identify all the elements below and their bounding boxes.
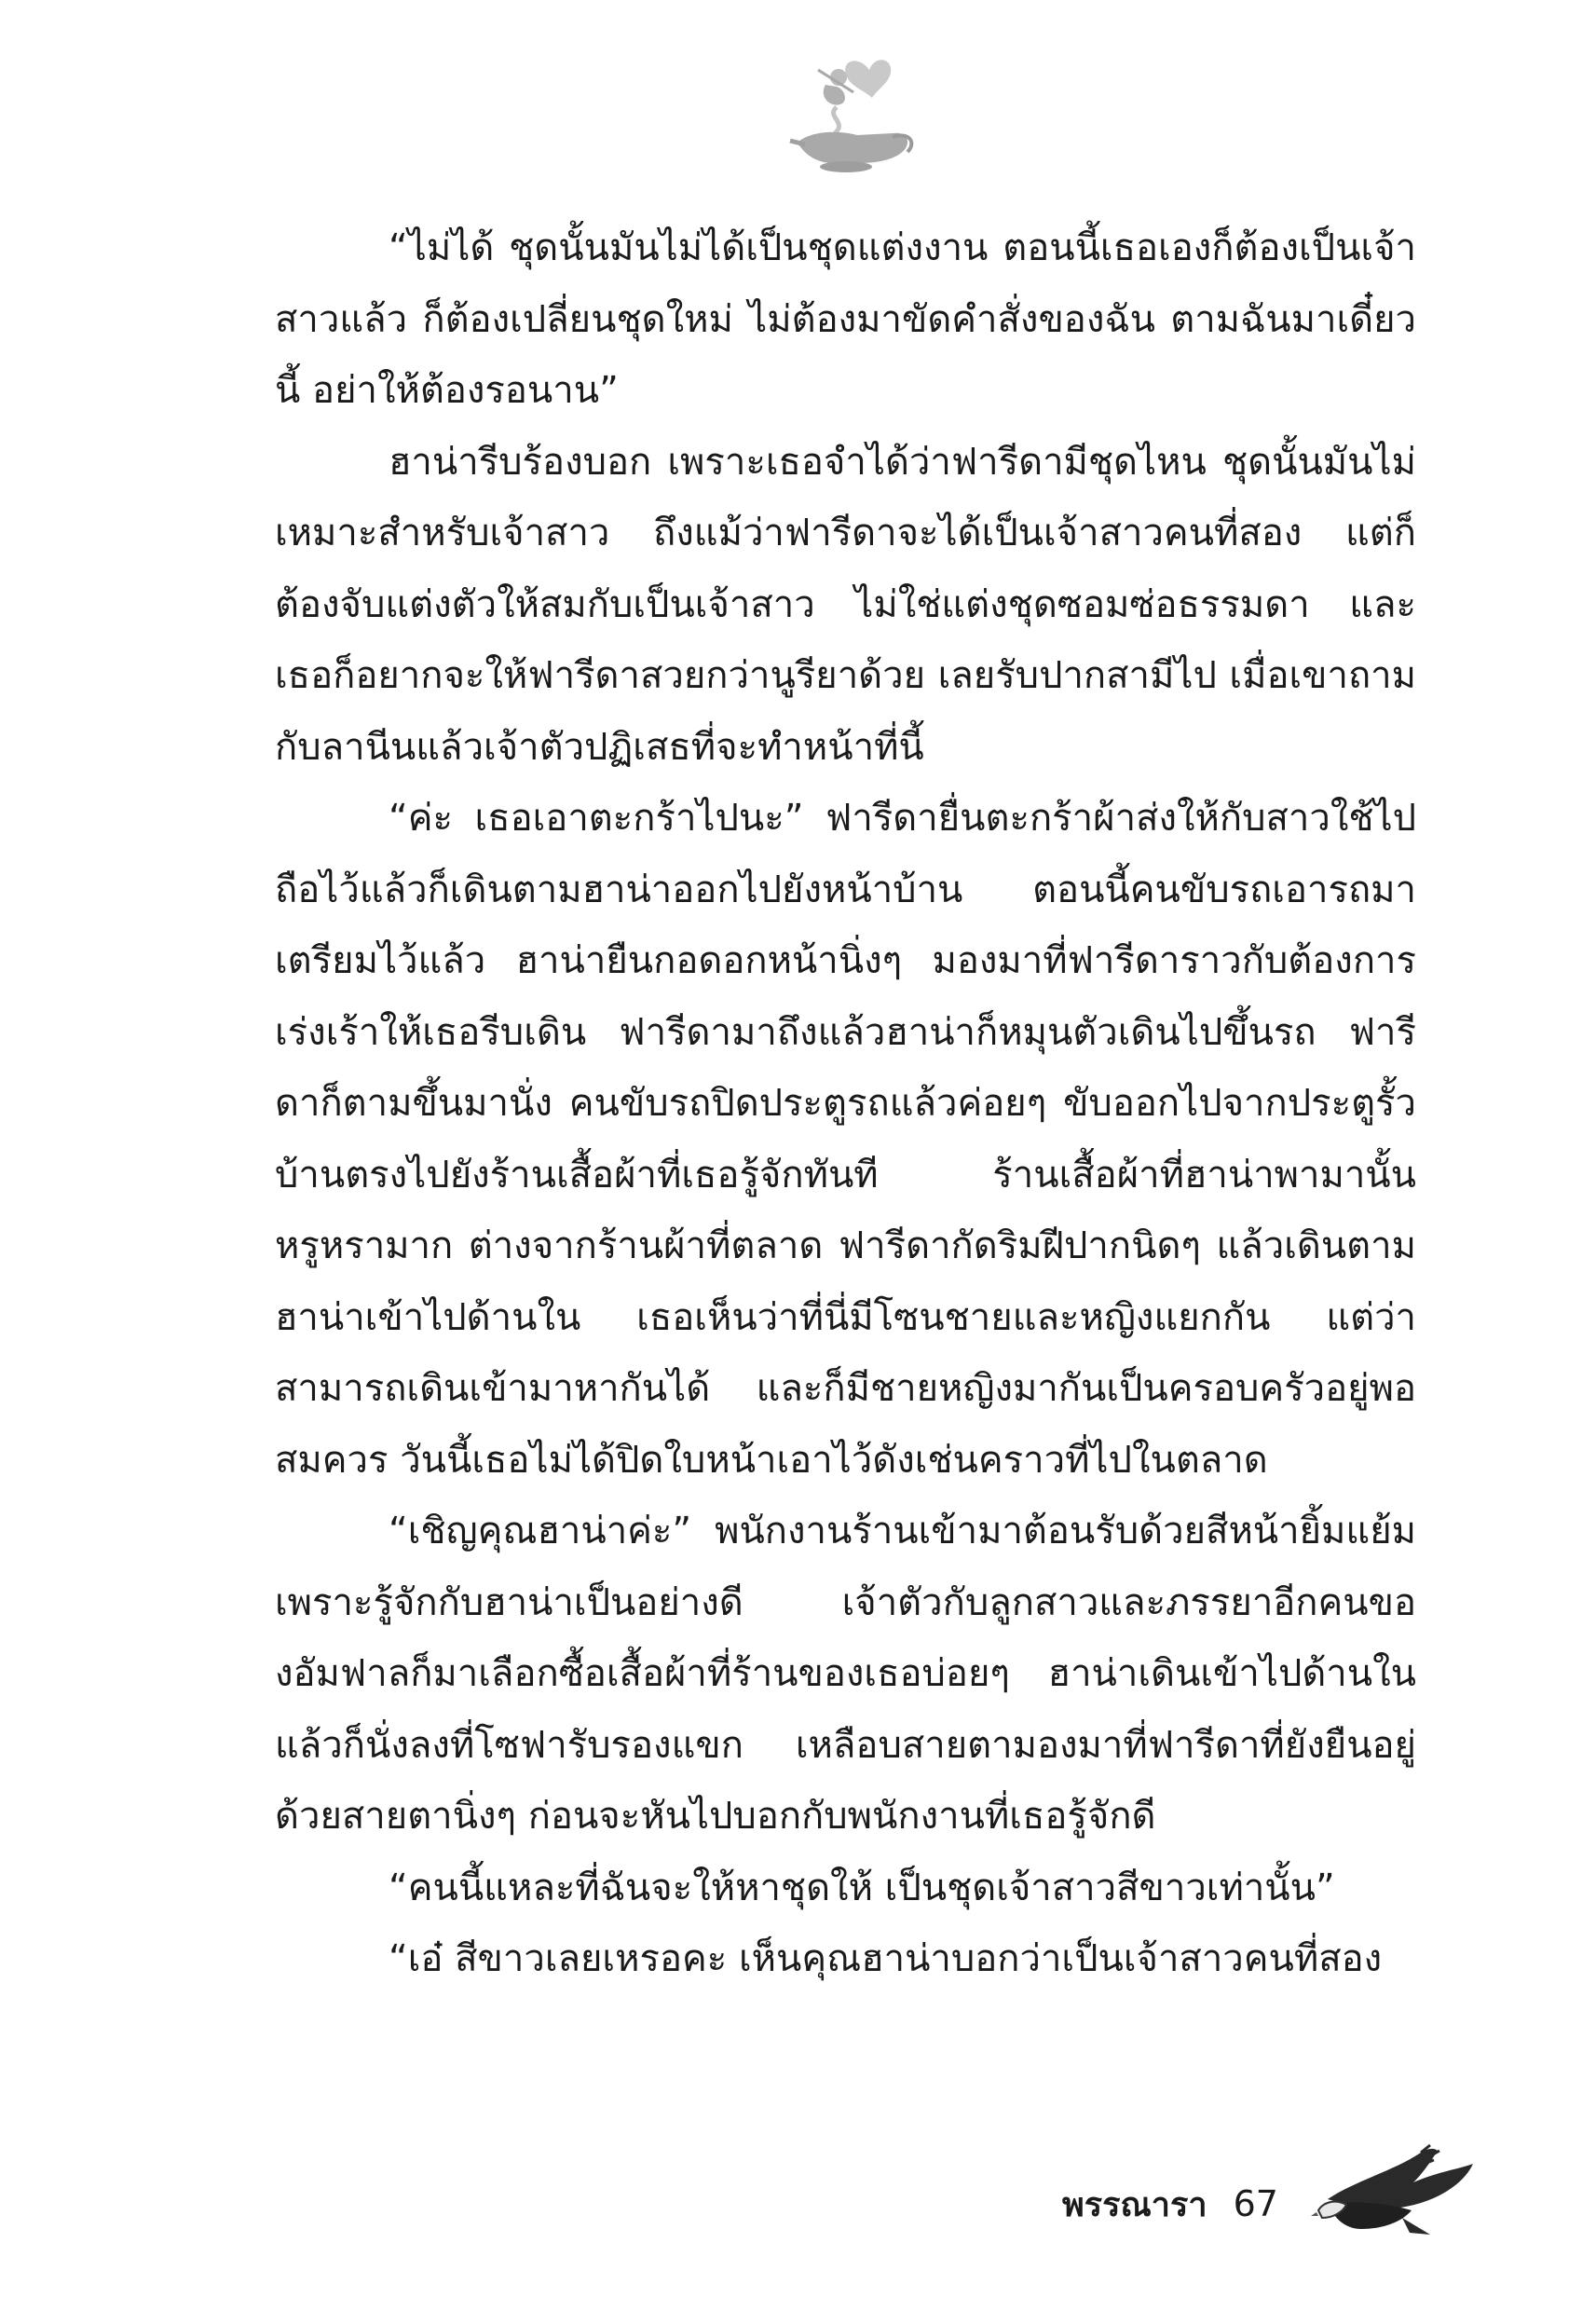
page-footer: [1062, 2171, 1278, 2236]
paragraph: “ไม่ได้ ชุดนั้นมันไม่ได้เป็นชุดแต่งงาน ตอนนี้เธอเองก็ต้องเป็นเจ้าสาวแล้ว ก็ต้องเปลี่ยนชุดใหม่ ไม่ต้องมาขัดคำสั่งของฉัน ตามฉันมาเดี๋ยวนี้ อย่าให้ต้องรอนาน”: [275, 226, 1416, 412]
eagle-icon: [1309, 2143, 1477, 2246]
genie-lamp-icon: [781, 51, 921, 177]
chapter-body: [275, 212, 1416, 1995]
paragraph: “เชิญคุณฮาน่าค่ะ” พนักงานร้านเข้ามาต้อนรับด้วยสีหน้ายิ้มแย้มเพราะรู้จักกับฮาน่าเป็นอย่างดี เจ้าตัวกับลูกสาวและภรรยาอีกคนของอัมฟาลก็มาเลือกซื้อเสื้อผ้าที่ร้านของเธอบ่อยๆ ฮาน่าเดินเข้าไปด้านในแล้วก็นั่งลงที่โซฟารับรองแขก เหลือบสายตามองมาที่ฟารีดาที่ยังยืนอยู่ด้วยสายตานิ่งๆ ก่อนจะหันไปบอกกับพนักงานที่เธอรู้จักดี: [275, 1510, 1416, 1838]
book-title: พรรณารา: [1062, 2185, 1207, 2224]
page-number: 67: [1233, 2183, 1278, 2224]
paragraph: “ค่ะ เธอเอาตะกร้าไปนะ” ฟารีดายื่นตะกร้าผ้าส่งให้กับสาวใช้ไปถือไว้แล้วก็เดินตามฮาน่าออกไปยังหน้าบ้าน ตอนนี้คนขับรถเอารถมาเตรียมไว้แล้ว ฮาน่ายืนกอดอกหน้านิ่งๆ มองมาที่ฟารีดาราวกับต้องการเร่งเร้าให้เธอรีบเดิน ฟารีดามาถึงแล้วฮาน่าก็หมุนตัวเดินไปขึ้นรถ ฟารีดาก็ตามขึ้นมานั่ง คนขับรถปิดประตูรถแล้วค่อยๆ ขับออกไปจากประตูรั้วบ้านตรงไปยังร้านเสื้อผ้าที่เธอรู้จักทันที ร้านเสื้อผ้าที่ฮาน่าพามานั้นหรูหรามาก ต่างจากร้านผ้าที่ตลาด ฟารีดากัดริมฝีปากนิดๆ แล้วเดินตามฮาน่าเข้าไปด้านใน เธอเห็นว่าที่นี่มีโซนชายและหญิงแยกกัน แต่ว่าสามารถเดินเข้ามาหากันได้ และก็มีชายหญิงมากันเป็นครอบครัวอยู่พอสมควร วันนี้เธอไม่ได้ปิดใบหน้าเอาไว้ดังเช่นคราวที่ไปในตลาด: [275, 797, 1416, 1482]
paragraph: “เอ๋ สีขาวเลยเหรอคะ เห็นคุณฮาน่าบอกว่าเป็นเจ้าสาวคนที่สอง: [389, 1937, 1383, 1980]
paragraph: ฮาน่ารีบร้องบอก เพราะเธอจำได้ว่าฟารีดามีชุดไหน ชุดนั้นมันไม่เหมาะสำหรับเจ้าสาว ถึงแม้ว่าฟารีดาจะได้เป็นเจ้าสาวคนที่สอง แต่ก็ต้องจับแต่งตัวให้สมกับเป็นเจ้าสาว ไม่ใช่แต่งชุดซอมซ่อธรรมดา และเธอก็อยากจะให้ฟารีดาสวยกว่านูรียาด้วย เลยรับปากสามีไป เมื่อเขาถามกับลานีนแล้วเจ้าตัวปฏิเสธที่จะทำหน้าที่นี้: [275, 440, 1416, 769]
paragraph: “คนนี้แหละที่ฉันจะให้หาชุดให้ เป็นชุดเจ้าสาวสีขาวเท่านั้น”: [389, 1866, 1335, 1909]
